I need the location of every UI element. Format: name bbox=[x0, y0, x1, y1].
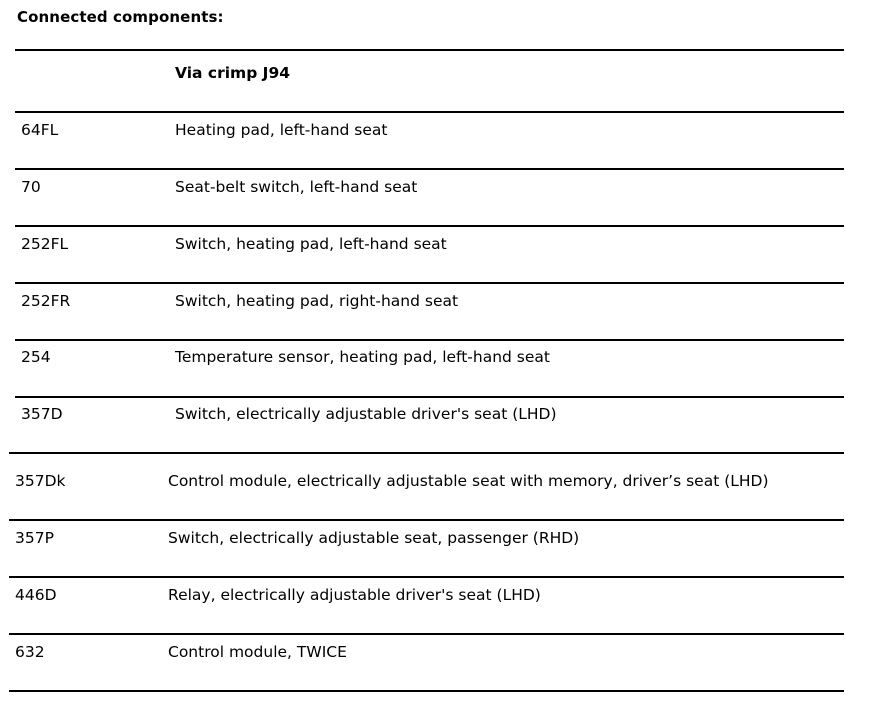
component-description: Switch, electrically adjustable driver's seat (LHD) bbox=[175, 405, 557, 423]
table-rule bbox=[15, 396, 844, 398]
component-code: 252FR bbox=[21, 292, 71, 310]
table-rule bbox=[9, 519, 844, 521]
component-code: 632 bbox=[15, 643, 45, 661]
table-header: Via crimp J94 bbox=[175, 64, 291, 82]
component-description: Switch, electrically adjustable seat, passenger (RHD) bbox=[168, 529, 580, 547]
component-code: 64FL bbox=[21, 121, 59, 139]
component-code: 357D bbox=[21, 405, 63, 423]
component-description: Relay, electrically adjustable driver's seat (LHD) bbox=[168, 586, 541, 604]
component-description: Control module, TWICE bbox=[168, 643, 347, 661]
table-rule bbox=[15, 282, 844, 284]
component-code: 254 bbox=[21, 348, 51, 366]
table-rule bbox=[15, 339, 844, 341]
component-description: Temperature sensor, heating pad, left-hand seat bbox=[175, 348, 550, 366]
component-description: Heating pad, left-hand seat bbox=[175, 121, 388, 139]
component-description: Seat-belt switch, left-hand seat bbox=[175, 178, 418, 196]
table-rule bbox=[9, 690, 844, 692]
table-rule bbox=[9, 576, 844, 578]
section-title: Connected components: bbox=[17, 8, 224, 26]
table-rule bbox=[15, 168, 844, 170]
component-code: 357Dk bbox=[15, 472, 66, 490]
table-rule bbox=[9, 452, 844, 454]
table-rule bbox=[15, 49, 844, 51]
component-description: Switch, heating pad, right-hand seat bbox=[175, 292, 459, 310]
table-rule bbox=[9, 633, 844, 635]
component-code: 446D bbox=[15, 586, 57, 604]
component-code: 357P bbox=[15, 529, 54, 547]
component-description: Switch, heating pad, left-hand seat bbox=[175, 235, 447, 253]
table-rule bbox=[15, 225, 844, 227]
component-description: Control module, electrically adjustable seat with memory, driver’s seat (LHD) bbox=[168, 472, 769, 490]
table-rule bbox=[15, 111, 844, 113]
component-code: 70 bbox=[21, 178, 41, 196]
component-code: 252FL bbox=[21, 235, 69, 253]
